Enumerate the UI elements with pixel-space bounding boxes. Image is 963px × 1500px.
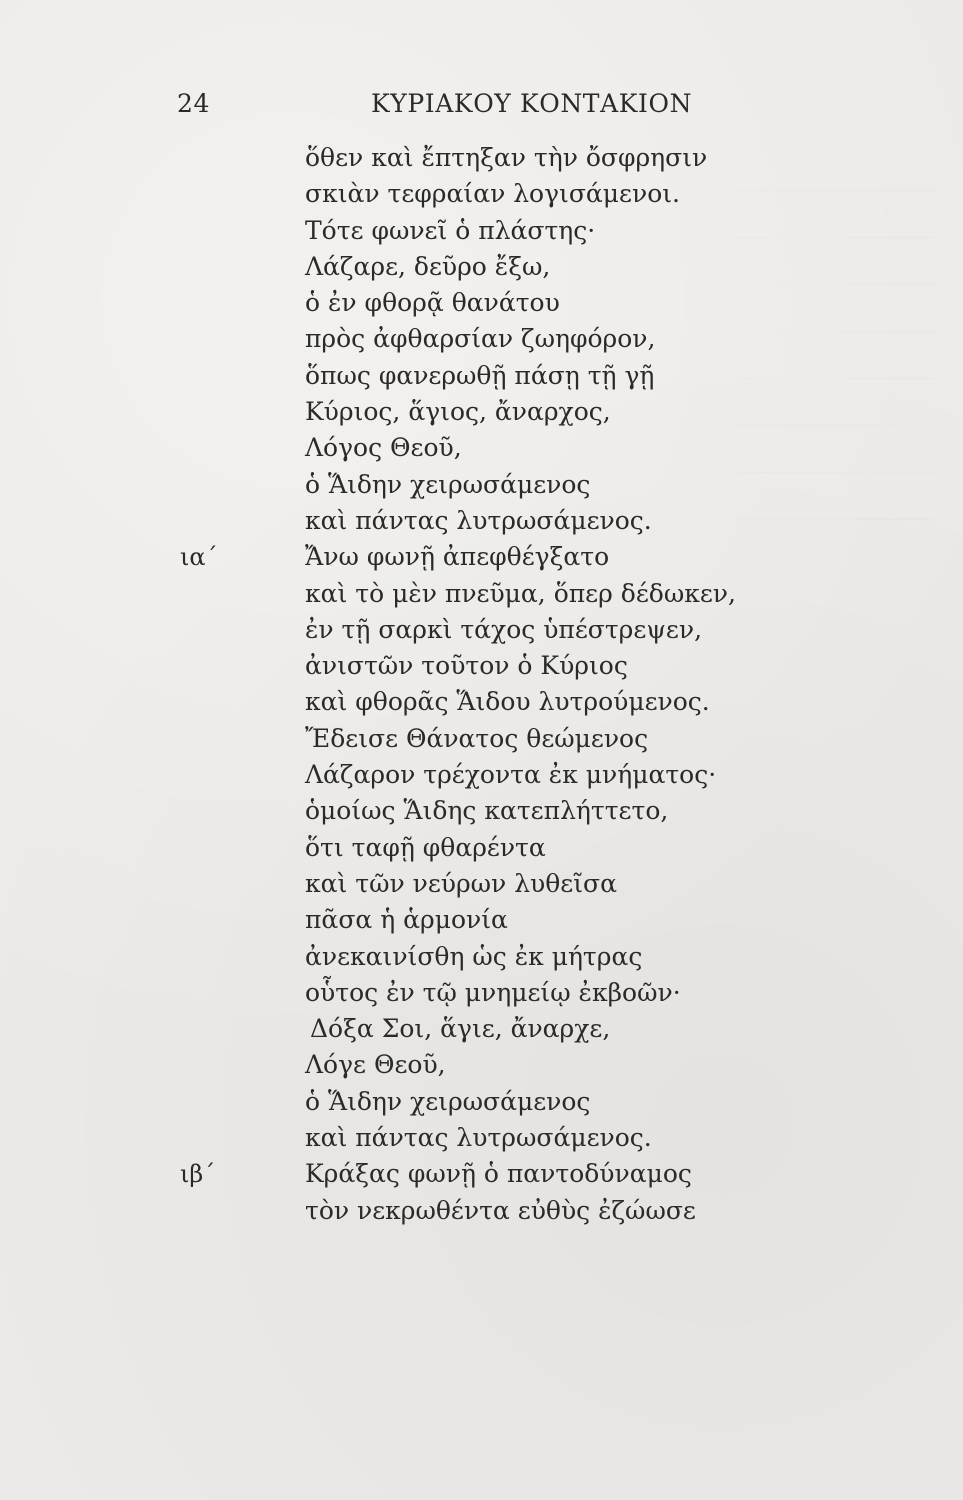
text-line: Λάζαρε, δεῦρο ἔξω, [305, 251, 551, 281]
page-number: 24 [177, 89, 211, 118]
stanza-number: ια´ [180, 543, 218, 572]
text-line: καὶ πάντας λυτρωσάμενος. [305, 505, 652, 535]
text-line: ἀνιστῶν τοῦτον ὁ Κύριος [305, 651, 628, 681]
text-line: σκιὰν τεφραίαν λογισάμενοι. [305, 179, 680, 209]
text-line: καὶ φθορᾶς Ἅιδου λυτρούμενος. [305, 687, 710, 717]
text-line: Λόγος Θεοῦ, [305, 433, 462, 463]
text-line: πᾶσα ἡ ἁρμονία [305, 905, 508, 935]
text-line: ια´ Ἄνω φωνῇ ἀπεφθέγξατο [180, 539, 830, 575]
text-line: ιβ´ Κράξας φωνῇ ὁ παντοδύναμος [180, 1156, 830, 1192]
text-line: Δόξα Σοι, ἅγιε, ἄναρχε, [310, 1014, 611, 1044]
page-header [0, 86, 963, 122]
text-line: ὁ Ἅιδην χειρωσάμενος [305, 1086, 591, 1116]
text-line: ὅθεν καὶ ἔπτηξαν τὴν ὄσφρησιν [305, 143, 708, 172]
running-title: ΚΥΡΙΑΚΟΥ ΚΟΝΤΑΚΙΟΝ [371, 89, 693, 118]
poem-text [180, 140, 830, 1229]
text-line: Λάζαρον τρέχοντα ἐκ μνήματος· [305, 760, 717, 790]
text-line: ὅτι ταφῇ φθαρέντα [305, 832, 546, 862]
text-line: καὶ τὸ μὲν πνεῦμα, ὅπερ δέδωκεν, [305, 578, 736, 608]
text-line: τὸν νεκρωθέντα εὐθὺς ἐζώωσε [305, 1195, 696, 1225]
text-line: οὗτος ἐν τῷ μνημείῳ ἐκβοῶν· [305, 977, 681, 1007]
text-line: ὅπως φανερωθῇ πάσῃ τῇ γῇ [305, 360, 655, 390]
text-line: Ἔδεισε Θάνατος θεώμενος [305, 723, 649, 753]
stanza-number: ιβ´ [180, 1160, 216, 1189]
text-line: ὁμοίως Ἅιδης κατεπλήττετο, [305, 796, 669, 826]
text-line: Κύριος, ἅγιος, ἄναρχος, [305, 397, 611, 427]
text-line: Τότε φωνεῖ ὁ πλάστης· [305, 215, 596, 245]
text-line: ὁ Ἅιδην χειρωσάμενος [305, 469, 591, 499]
text-line: καὶ τῶν νεύρων λυθεῖσα [305, 868, 617, 898]
text-line: ἀνεκαινίσθη ὡς ἐκ μήτρας [305, 941, 643, 971]
text-line: ὁ ἐν φθορᾷ θανάτου [305, 288, 560, 318]
text-line: πρὸς ἀφθαρσίαν ζωηφόρον, [305, 324, 656, 354]
text-line: καὶ πάντας λυτρωσάμενος. [305, 1123, 652, 1153]
text-line: Λόγε Θεοῦ, [305, 1050, 446, 1080]
text-line: ἐν τῇ σαρκὶ τάχος ὑπέστρεψεν, [305, 614, 703, 644]
